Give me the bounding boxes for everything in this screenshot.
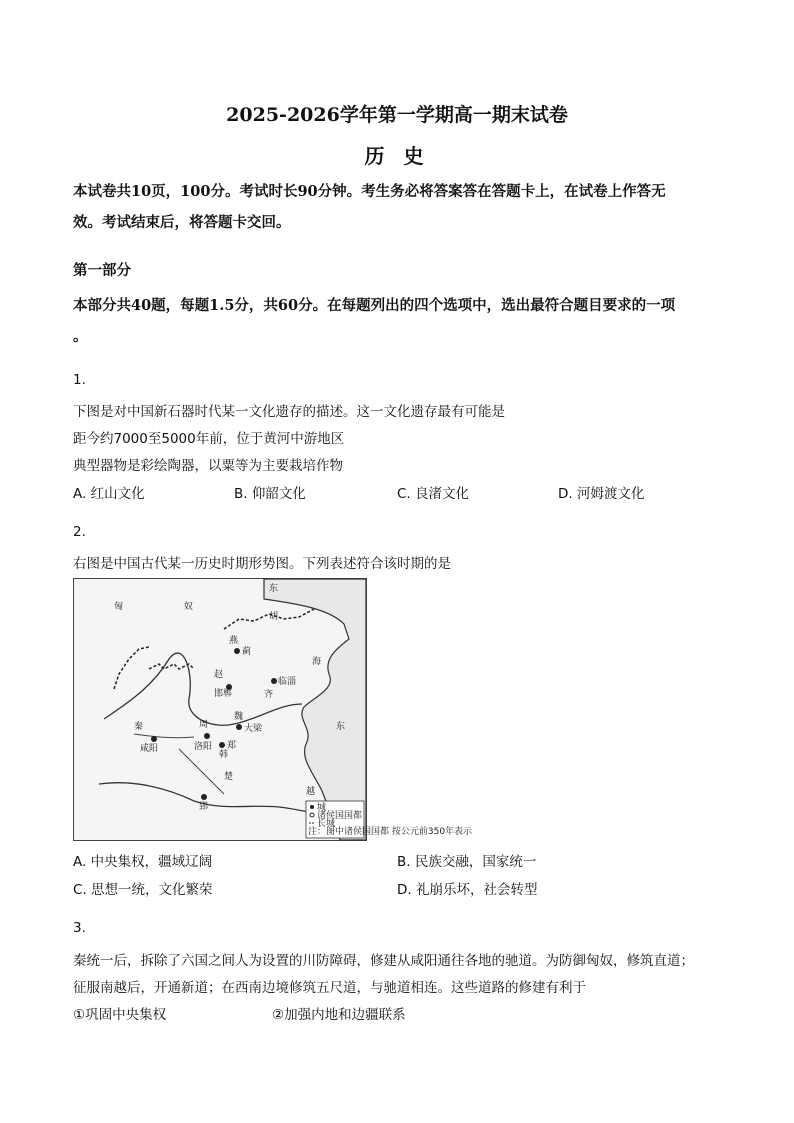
label-wei: 魏 (234, 712, 244, 722)
legend-note: 注：图中诸侯国国都 按公元前350年表示 (308, 827, 473, 837)
label-xiongnu-2: 奴 (184, 602, 194, 612)
part-description: 本部分共40题，每题1.5分，共60分。在每题列出的四个选项中，选出最符合题目要求的一项 (73, 297, 676, 314)
part-heading: 第一部分 (73, 262, 131, 279)
question-1-option-c[interactable]: C. 良渚文化 (397, 486, 470, 502)
label-linzi: 临淄 (278, 677, 297, 687)
label-qi: 齐 (264, 690, 274, 700)
capital-daliang-marker (236, 724, 242, 730)
question-2-option-d[interactable]: D. 礼崩乐坏，社会转型 (397, 882, 538, 898)
part-description-end: 。 (73, 328, 88, 345)
wei-river (134, 734, 194, 738)
question-1-option-a[interactable]: A. 红山文化 (73, 486, 145, 502)
capital-zheng-marker (219, 742, 225, 748)
label-han: 韩 (219, 750, 229, 760)
label-donghu-2: 胡 (269, 612, 279, 622)
question-3-option-2[interactable]: ②加强内地和边疆联系 (272, 1007, 406, 1023)
question-1-stem: 下图是对中国新石器时代某一文化遗存的描述。这一文化遗存最有可能是 (73, 404, 505, 420)
exam-title: 2025-2026学年第一学期高一期末试卷 (226, 104, 568, 126)
question-2-option-b[interactable]: B. 民族交融，国家统一 (397, 854, 537, 870)
question-1-number: 1. (73, 372, 86, 388)
instructions-line-1: 本试卷共10页，100分。考试时长90分钟。考生务必将答案答在答题卡上，在试卷上作答无 (73, 183, 666, 200)
label-chu: 楚 (224, 772, 234, 782)
capital-xianyang-marker (151, 736, 157, 742)
question-2-number: 2. (73, 524, 86, 540)
label-zheng: 郑 (227, 741, 237, 751)
label-qin: 秦 (134, 722, 144, 732)
label-xianyang: 咸阳 (140, 744, 159, 754)
legend-city-label: 城 (317, 803, 327, 813)
question-1-option-b[interactable]: B. 仰韶文化 (234, 486, 306, 502)
instructions-line-2: 效。考试结束后，将答题卡交回。 (73, 214, 291, 231)
question-1-option-d[interactable]: D. 河姆渡文化 (558, 486, 645, 502)
label-luoyang: 洛阳 (194, 742, 213, 752)
legend-wall-label: 长城 (317, 819, 336, 829)
warring-states-map (73, 578, 473, 841)
question-3-stem-line-2: 征服南越后，开通新道；在西南边境修筑五尺道，与驰道相连。这些道路的修建有利于 (73, 980, 586, 996)
label-handan: 邯郸 (214, 689, 233, 699)
capital-linzi-marker (271, 678, 277, 684)
label-daliang: 大梁 (244, 724, 263, 734)
question-1-material-line-1: 距今约7000至5000年前，位于黄河中游地区 (73, 431, 345, 447)
question-2-stem: 右图是中国古代某一历史时期形势图。下列表述符合该时期的是 (73, 556, 451, 572)
subject-title: 历 史 (364, 144, 430, 168)
question-1-material-line-2: 典型器物是彩绘陶器，以粟等为主要栽培作物 (73, 458, 343, 474)
label-zhao: 赵 (214, 670, 224, 680)
label-xiongnu-1: 匈 (114, 602, 124, 612)
legend-capital-label: 诸侯国国都 (317, 811, 363, 821)
han-river (179, 749, 224, 794)
great-wall-zhao (149, 664, 194, 669)
label-ji: 蓟 (242, 647, 252, 657)
label-donghu-1: 东 (269, 584, 279, 594)
question-3-option-1[interactable]: ①巩固中央集权 (73, 1007, 167, 1023)
question-3-stem-line-1: 秦统一后，拆除了六国之间人为设置的川防障碍，修建从咸阳通往各地的驰道。为防御匈奴，修筑直道； (73, 953, 694, 969)
yangtze-river (99, 783, 329, 814)
capital-ying-marker (201, 794, 207, 800)
label-yan: 燕 (229, 636, 239, 646)
capital-ji-marker (234, 648, 240, 654)
city-luoyang-marker (204, 733, 210, 739)
label-hai: 海 (312, 657, 322, 667)
great-wall-qin (114, 647, 149, 689)
question-2-option-a[interactable]: A. 中央集权，疆域辽阔 (73, 854, 213, 870)
question-3-number: 3. (73, 920, 86, 936)
label-ying: 郢 (199, 802, 209, 812)
label-zhou: 周 (199, 720, 209, 730)
question-2-option-c[interactable]: C. 思想一统，文化繁荣 (73, 882, 213, 898)
legend-city-icon (310, 805, 314, 809)
label-donghai: 东 (336, 722, 346, 732)
label-yue: 越 (306, 787, 316, 797)
